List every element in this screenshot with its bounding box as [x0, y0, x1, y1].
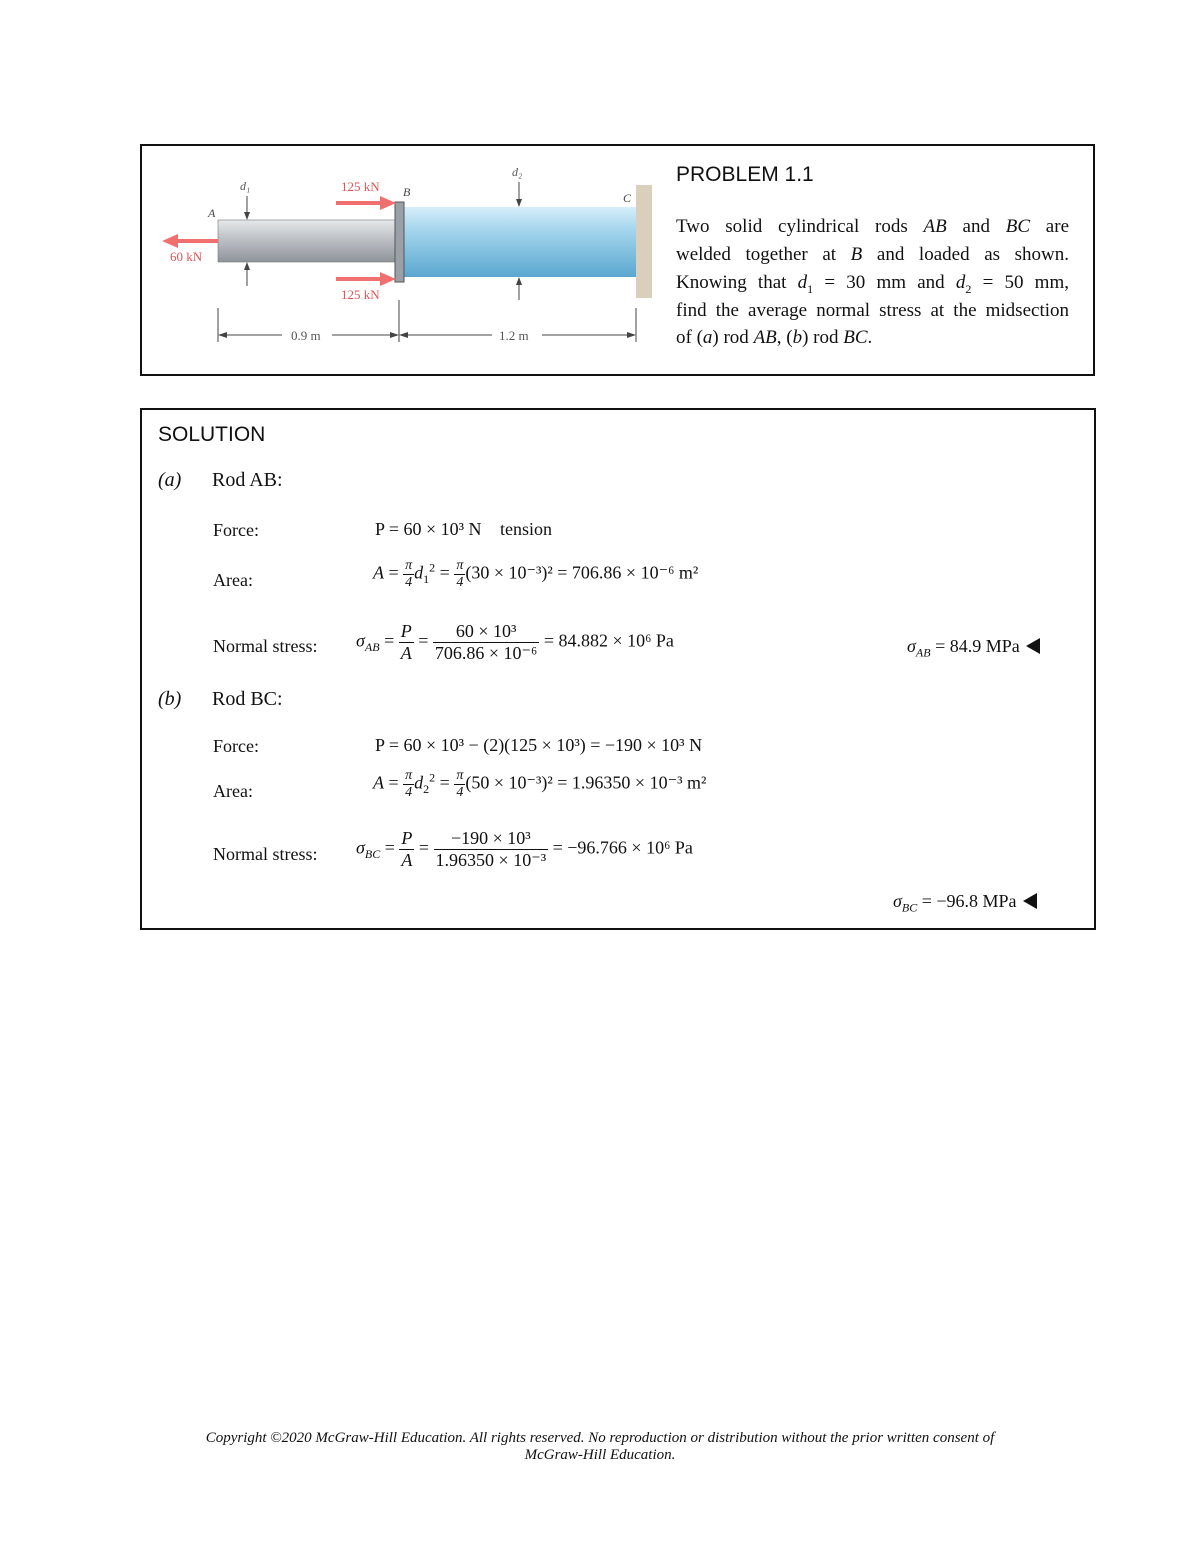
part-b-area-eq: A = $\frac{\pi}{4}$ $d_2^2$ = $\frac{\pi}{4}$ (50 × 10⁻³)² = 1.96350 × 10⁻³ m²: [373, 768, 707, 800]
text-run: Knowing that: [676, 272, 798, 293]
rod-ab: [218, 220, 398, 262]
text-run: are: [1030, 216, 1070, 237]
load-left-label: 60 kN: [170, 249, 203, 264]
point-b-label: B: [403, 185, 411, 199]
area-rhs: (30 × 10⁻³)² = 706.86 × 10⁻⁶ m²: [465, 562, 699, 583]
load-arrowhead-125kn-bottom: [380, 272, 396, 286]
problem-line-2: [676, 244, 1069, 266]
part-a-stress-eq: $\sigma_{AB}$ = $\frac{P}{A}$ = $\frac{\text{60 × 10³}}{\text{706.86 × 10⁻⁶}}$ = 84.882 × 10⁶ Pa: [356, 621, 674, 663]
part-b-marker: (b): [158, 688, 182, 710]
text-run: = 30 mm and: [813, 272, 956, 293]
point-c-label: C: [623, 191, 632, 205]
solution-title: SOLUTION: [158, 423, 266, 446]
rod-bc: [404, 207, 636, 277]
dim-bc-arrowhead-right: [627, 332, 636, 338]
d1-arrowhead-top: [244, 212, 250, 220]
text-run: 1: [807, 281, 814, 296]
part-b-area-label: Area:: [213, 781, 253, 801]
force-note: tension: [500, 519, 553, 539]
part-a-area-label: Area:: [213, 570, 253, 590]
point-a-label: A: [208, 206, 216, 220]
text-run: a: [702, 327, 713, 348]
text-run: B: [850, 244, 863, 265]
text-run: and: [946, 216, 1006, 237]
text-run: 2: [965, 281, 972, 296]
pi-over-4-fraction: $\frac{\pi}{4}$: [405, 768, 413, 800]
text-run: welded together at: [676, 244, 851, 265]
load-arrowhead-60kn: [162, 234, 178, 248]
part-b-heading: Rod BC:: [212, 688, 283, 710]
dim-ab-arrowhead-right: [390, 332, 399, 338]
p-over-a-fraction: $\frac{P}{A}$: [400, 621, 412, 663]
part-a-force-label: Force:: [213, 520, 259, 540]
d2-label: d₂: [512, 165, 523, 179]
answer-value: = 84.9 MPa: [935, 636, 1020, 656]
answer-marker-icon: [1026, 638, 1040, 654]
text-run: and loaded as shown.: [862, 244, 1069, 265]
text-run: ) rod: [712, 327, 754, 348]
text-run: d: [955, 272, 966, 293]
problem-line-4: [676, 300, 1069, 322]
text-run: ) rod: [802, 327, 844, 348]
d1-label: d₁: [240, 179, 251, 193]
flange-b: [395, 202, 404, 282]
text-run: BC: [1005, 216, 1031, 237]
part-b-force-eq: P = 60 × 10³ − (2)(125 × 10³) = −190 × 10³ N: [375, 735, 703, 755]
text-run: find the average normal stress at the midsection: [676, 300, 1069, 321]
load-top-label: 125 kN: [341, 179, 380, 194]
dim-ab-arrowhead-left: [218, 332, 227, 338]
fixed-wall: [636, 185, 652, 298]
pi-over-4-fraction: $\frac{\pi}{4}$: [456, 558, 464, 590]
area-rhs: (50 × 10⁻³)² = 1.96350 × 10⁻³ m²: [465, 772, 707, 793]
d1-arrowhead-bottom: [244, 262, 250, 270]
dim-bc-arrowhead-left: [399, 332, 408, 338]
rod-figure: [150, 150, 670, 365]
stress-result: = 84.882 × 10⁶ Pa: [543, 630, 674, 651]
d2-arrowhead-top: [516, 199, 522, 207]
stress-fraction: $\frac{\text{−190 × 10³}}{\text{1.96350 × 10⁻³}}$: [435, 828, 547, 870]
pi-over-4-fraction: $\frac{\pi}{4}$: [456, 768, 464, 800]
part-b-answer: $\sigma_{BC} = -96.8$ MPa: [893, 891, 1037, 916]
text-run: Two solid cylindrical rods: [676, 216, 924, 237]
load-bottom-label: 125 kN: [341, 287, 380, 302]
answer-marker-icon: [1023, 893, 1037, 909]
load-arrowhead-125kn-top: [380, 196, 396, 210]
part-b-stress-eq: $\sigma_{BC}$ = $\frac{P}{A}$ = $\frac{\text{−190 × 10³}}{\text{1.96350 × 10⁻³}}$ = −96.766 × 10⁶ Pa: [356, 828, 693, 870]
text-run: .: [867, 327, 873, 348]
problem-title: PROBLEM 1.1: [676, 163, 814, 186]
part-b-force-label: Force:: [213, 736, 259, 756]
stress-fraction: $\frac{\text{60 × 10³}}{\text{706.86 × 10⁻⁶}}$: [434, 621, 538, 663]
dim-bc-label: 1.2 m: [499, 328, 529, 343]
stress-result: = −96.766 × 10⁶ Pa: [552, 837, 693, 858]
text-run: = 50 mm,: [971, 272, 1069, 293]
force-eq-text: P = 60 × 10³ N: [375, 519, 482, 539]
part-a-stress-label: Normal stress:: [213, 636, 318, 656]
part-a-area-eq: A = $\frac{\pi}{4}$ $d_1^2$ = $\frac{\pi}{4}$ (30 × 10⁻³)² = 706.86 × 10⁻⁶ m²: [373, 558, 699, 590]
part-b-stress-label: Normal stress:: [213, 844, 318, 864]
text-run: , (: [776, 327, 793, 348]
part-a-heading: Rod AB:: [212, 469, 283, 491]
dim-ab-label: 0.9 m: [291, 328, 321, 343]
part-a-force-eq: [375, 519, 552, 540]
d2-arrowhead-bottom: [516, 277, 522, 285]
pi-over-4-fraction: $\frac{\pi}{4}$: [405, 558, 413, 590]
text-run: AB: [753, 327, 777, 348]
answer-value: = −96.8 MPa: [921, 891, 1017, 911]
part-a-marker: (a): [158, 469, 182, 491]
text-run: AB: [923, 216, 947, 237]
copyright-line-1: Copyright ©2020 McGraw-Hill Education. All rights reserved. No reproduction or distribution without the prior written consent of: [205, 1430, 995, 1446]
p-over-a-fraction: $\frac{P}{A}$: [401, 828, 413, 870]
problem-line-3: [676, 272, 1069, 297]
text-run: d: [797, 272, 808, 293]
copyright-line-2: McGraw-Hill Education.: [524, 1447, 676, 1463]
text-run: b: [792, 327, 803, 348]
part-a-answer: $\sigma_{AB} = 84.9$ MPa: [907, 636, 1040, 661]
problem-line-1: [676, 216, 1069, 238]
problem-line-5: [676, 327, 1069, 349]
text-run: BC: [843, 327, 868, 348]
text-run: of (: [676, 327, 703, 348]
